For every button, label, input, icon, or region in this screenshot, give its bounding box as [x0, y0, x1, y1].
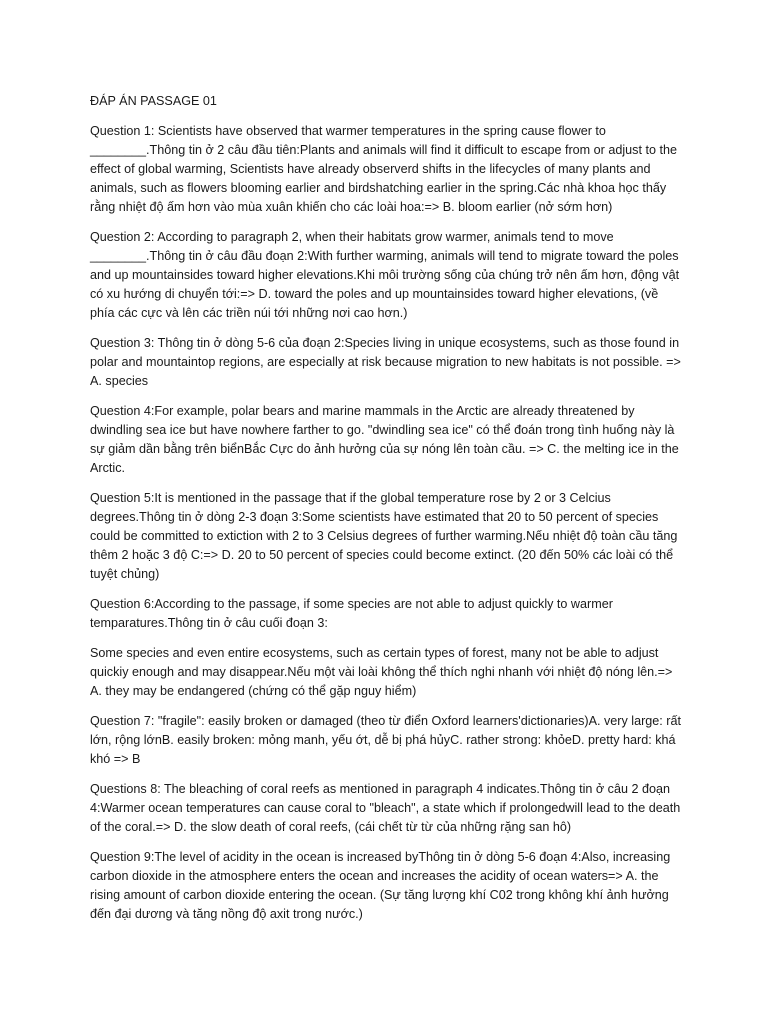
answer-paragraph-6: Question 6:According to the passage, if some species are not able to adjust quickly to warmer temparatures.Thông tin ở câu cuối đoạn 3: [90, 597, 613, 630]
answer-paragraph-9: Question 9:The level of acidity in the ocean is increased byThông tin ở dòng 5-6 đoạn 4:Also, increasing carbon dioxide in the atmosphere enters the ocean and increases the acidity of ocean waters=> A. the rising amount of carbon dioxide entering the ocean. (Sự tăng lượng khí C02 trong không khí ảnh hưởng đến đại dương và tăng nồng độ axit trong nước.) [90, 850, 671, 921]
document-title: ĐÁP ÁN PASSAGE 01 [90, 94, 217, 108]
answer-paragraph-3: Question 3: Thông tin ở dòng 5-6 của đoạn 2:Species living in unique ecosystems, such as those found in polar and mountaintop regions, are especially at risk because migration to new habitats is not possible. => A. species [90, 336, 681, 388]
document-page [90, 92, 686, 935]
answer-paragraph-4: Question 4:For example, polar bears and marine mammals in the Arctic are already threatened by dwindling sea ice but have nowhere farther to go. "dwindling sea ice" có thể đoán trong tình huống này là sự giảm dần bằng trên biểnBắc Cực do ảnh hưởng của sự nóng lên toàn cầu. => C. the melting ice in the Arctic. [90, 404, 679, 475]
answer-paragraph-1: Question 1: Scientists have observed that warmer temperatures in the spring cause flower to ________.Thông tin ở 2 câu đầu tiên:Plants and animals will find it difficult to escape from or adjust to the effect of global warming, Scientists have already observerd shifts in the lifecycles of many plants and animals, such as flowers blooming earlier and birdshatching earlier in the spring.Các nhà khoa học thấy rằng nhiệt độ ấm hơn vào mùa xuân khiến cho các loài hoa:=> B. bloom earlier (nở sớm hơn) [90, 124, 677, 214]
answer-paragraph-2: Question 2: According to paragraph 2, when their habitats grow warmer, animals tend to move ________.Thông tin ở câu đầu đoạn 2:With further warming, animals will tend to migrate toward the poles and up mountainsides toward higher elevations.Khi môi trường sống của chúng trở nên ấm hơn, động vật có xu hướng di chuyển tới:=> D. toward the poles and up mountainsides toward higher elevations, (về phía các cực và lên các triền núi tới những nơi cao hơn.) [90, 230, 680, 320]
answer-paragraph-5: Question 5:It is mentioned in the passage that if the global temperature rose by 2 or 3 Celcius degrees.Thông tin ở dòng 2-3 đoạn 3:Some scientists have estimated that 20 to 50 percent of species could be committed to extiction with 2 to 3 Celsius degrees of further warming.Nếu nhiệt độ toàn cầu tăng thêm 2 hoặc 3 độ C:=> D. 20 to 50 percent of species could become extinct. (20 đến 50% các loài có thể tuyệt chủng) [90, 491, 678, 581]
answer-paragraph-8: Questions 8: The bleaching of coral reefs as mentioned in paragraph 4 indicates.Thông tin ở câu 2 đoạn 4:Warmer ocean temperatures can cause coral to "bleach", a state which if prolongedwill lead to the death of the coral.=> D. the slow death of coral reefs, (cái chết từ từ của những rặng san hô) [90, 782, 681, 834]
answer-paragraph-7: Question 7: "fragile": easily broken or damaged (theo từ điển Oxford learners'dictionaries)A. very large: rất lớn, rộng lớnB. easily broken: mỏng manh, yếu ớt, dễ bị phá hủyC. rather strong: khỏeD. pretty hard: khá khó => B [90, 714, 681, 766]
answer-paragraph-6-continued: Some species and even entire ecosystems, such as certain types of forest, many not be able to adjust quickiy enough and may disappear.Nếu một vài loài không thể thích nghi nhanh với nhiệt độ nóng lên.=> A. they may be endangered (chứng có thể gặp nguy hiểm) [90, 646, 673, 698]
